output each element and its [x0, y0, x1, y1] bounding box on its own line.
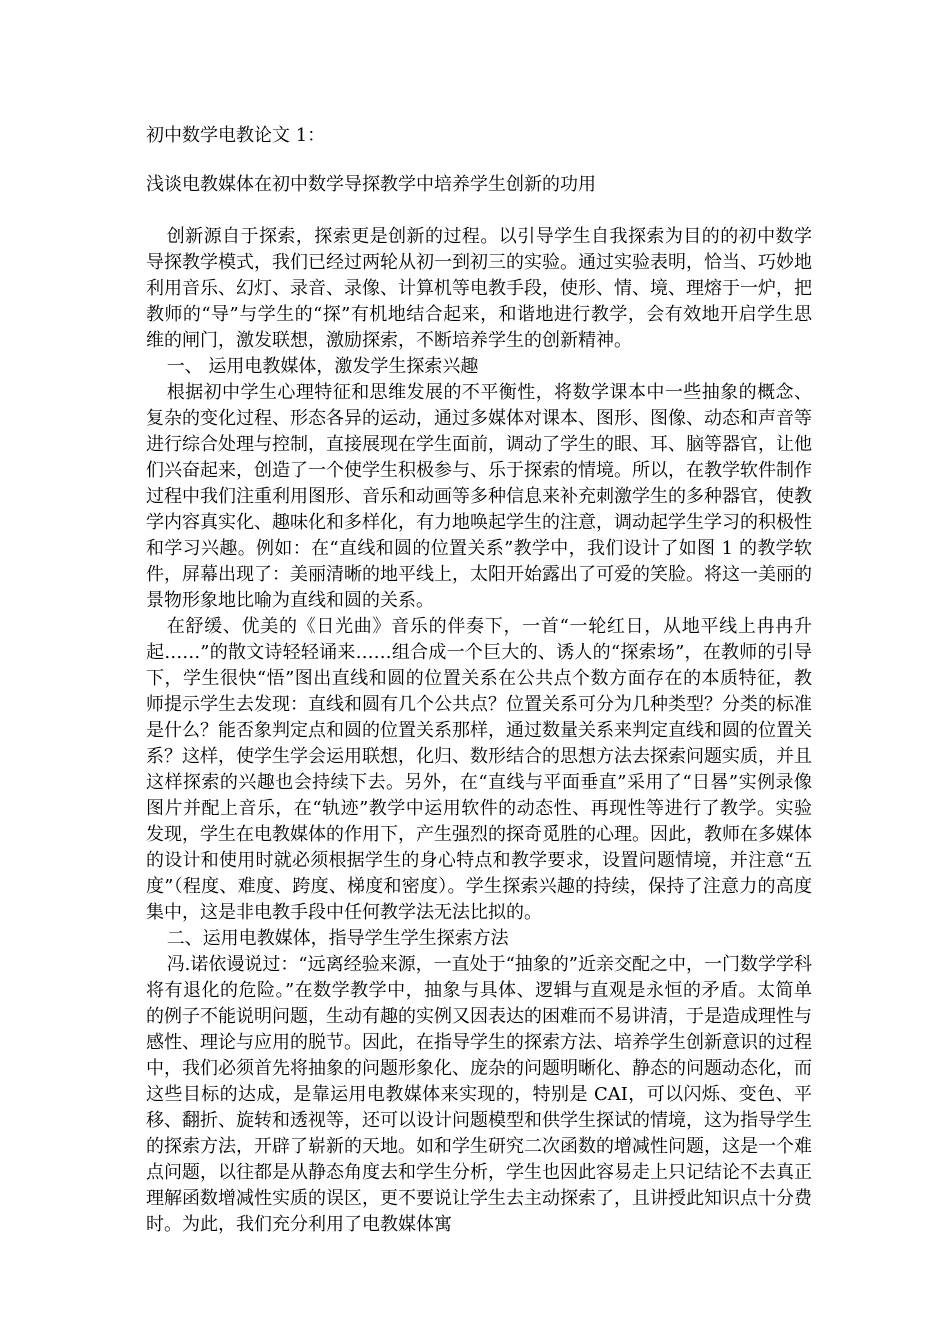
section-heading-2: 二、运用电教媒体，指导学生学生探索方法	[166, 928, 509, 949]
paragraph-intro: 创新源自于探索，探索更是创新的过程。以引导学生自我探索为目的的初中数学导探教学模式，我们已经过两轮从初一到初三的实验。通过实验表明，恰当、巧妙地利用音乐、幻灯、录音、录像、计算机等电教手段，使形、情、境、理熔于一炉，把教师的“导”与学生的“探”有机地结合起来，和谐地进行教学，会有效地开启学生思维的闸门，激发联想，激励探索，不断培养学生的创新精神。	[146, 226, 812, 351]
paragraph-section-1: 根据初中学生心理特征和思维发展的不平衡性，将数学课本中一些抽象的概念、复杂的变化过程、形态各异的运动，通过多媒体对课本、图形、图像、动态和声音等进行综合处理与控制，直接展现在学生面前，调动了学生的眼、耳、脑等器官，让他们兴奋起来，创造了一个使学生积极参与、乐于探索的情境。所以，在教学软件制作过程中我们注重利用图形、音乐和动画等多种信息来补充刺激学生的多种器官，使教学内容真实化、趣味化和多样化，有力地唤起学生的注意，调动起学生学习的积极性和学习兴趣。例如：在“直线和圆的位置关系”教学中，我们设计了如图 1 的教学软件，屏幕出现了：美丽清晰的地平线上，太阳开始露出了可爱的笑脸。将这一美丽的景物形象地比喻为直线和圆的关系。	[146, 382, 812, 611]
document-body	[146, 224, 812, 1238]
paragraph-section-1-continued: 在舒缓、优美的《日光曲》音乐的伴奏下，一首“一轮红日，从地平线上冉冉升起……”的散文诗轻轻诵来……组合成一个巨大的、诱人的“探索场”，在教师的引导下，学生很快“悟”图出直线和圆的位置关系在公共点个数方面存在的本质特征，教师提示学生去发现：直线和圆有几个公共点？位置关系可分为几种类型？分类的标准是什么？能否象判定点和圆的位置关系那样，通过数量关系来判定直线和圆的位置关系？这样，使学生学会运用联想，化归、数形结合的思想方法去探索问题实质，并且这样探索的兴趣也会持续下去。另外，在“直线与平面垂直”采用了“日晷”实例录像图片并配上音乐，在“轨迹”教学中运用软件的动态性、再现性等进行了教学。实验发现，学生在电教媒体的作用下，产生强烈的探奇觅胜的心理。因此，教师在多媒体的设计和使用时就必须根据学生的身心特点和教学要求，设置问题情境，并注意“五度”（程度、难度、跨度、梯度和密度）。学生探索兴趣的持续，保持了注意力的高度集中，这是非电教手段中任何教学法无法比拟的。	[146, 616, 812, 923]
paragraph-section-2: 冯.诺依谩说过：“远离经验来源，一直处于“抽象的”近亲交配之中，一门数学学科将有退化的危险。”在数学教学中，抽象与具体、逻辑与直观是永恒的矛盾。太简单的例子不能说明问题，生动有趣的实例又因表达的困难而不易讲清，于是造成理性与感性、理论与应用的脱节。因此，在指导学生的探索方法、培养学生创新意识的过程中，我们必须首先将抽象的问题形象化、庞杂的问题明晰化、静态的问题动态化，而这些目标的达成，是靠运用电教媒体来实现的，特别是 CAI，可以闪烁、变色、平移、翻折、旋转和透视等，还可以设计问题模型和供学生探试的情境，这为指导学生的探索方法，开辟了崭新的天地。如和学生研究二次函数的增减性问题，这是一个难点问题，以往都是从静态角度去和学生分析，学生也因此容易走上只记结论不去真正理解函数增减性实质的误区，更不要说让学生去主动探索了，且讲授此知识点十分费时。为此，我们充分利用了电教媒体寓	[146, 954, 813, 1235]
document-subtitle: 浅谈电教媒体在初中数学导探教学中培养学生创新的功用	[146, 174, 596, 195]
document-title: 初中数学电教论文 1：	[146, 125, 326, 146]
section-heading-1: 一、 运用电教媒体，激发学生探索兴趣	[166, 356, 479, 377]
document-page	[146, 0, 812, 1344]
